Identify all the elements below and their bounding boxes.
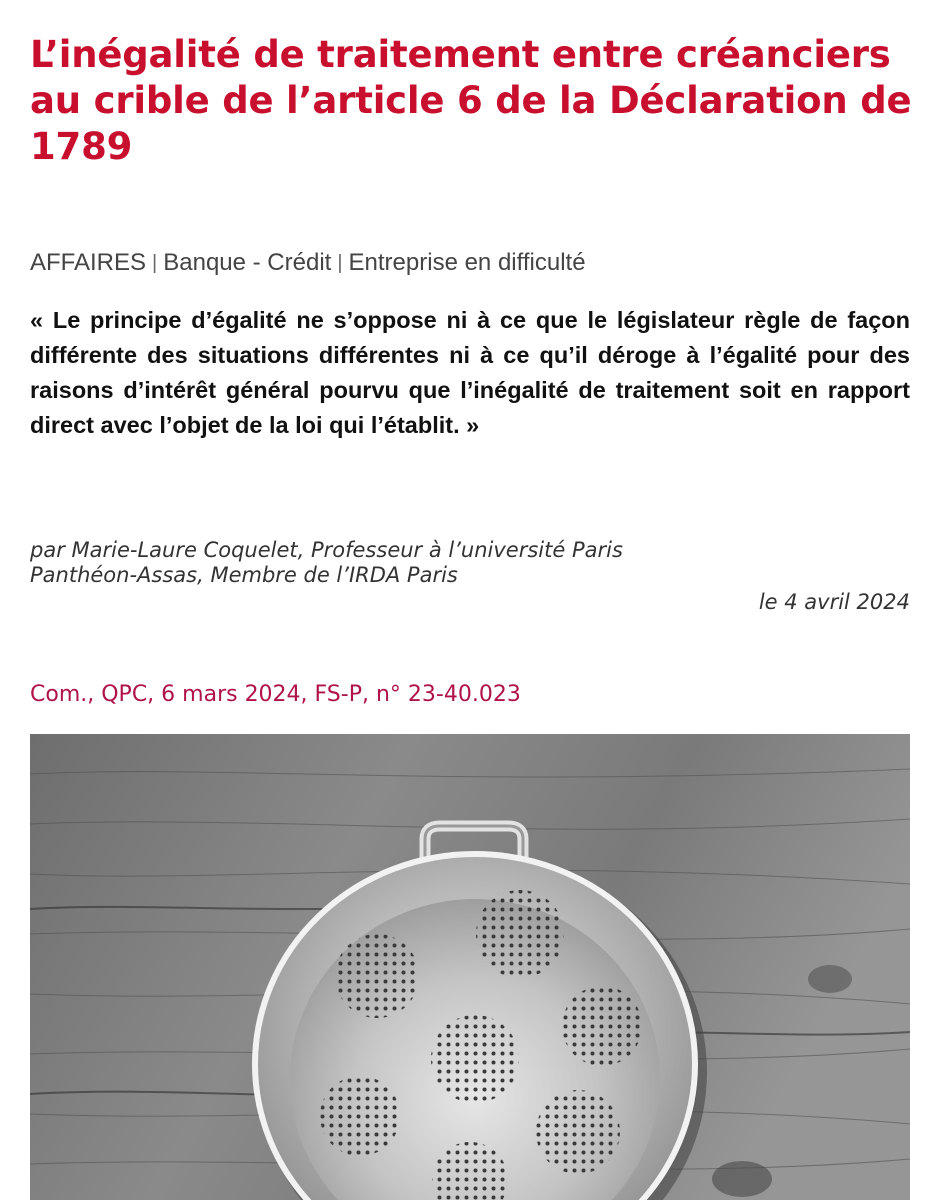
category-breadcrumb <box>30 247 910 280</box>
category-entreprise-en-difficulte[interactable]: Entreprise en difficulté <box>348 249 586 276</box>
author-line-1: par Marie-Laure Coquelet, Professeur à l’université Paris <box>30 538 623 562</box>
category-separator: | <box>152 252 158 274</box>
category-banque-credit[interactable]: Banque - Crédit <box>163 249 332 276</box>
category-affaires[interactable]: AFFAIRES <box>30 249 147 276</box>
author-line-2: Panthéon-Assas, Membre de l’IRDA Paris <box>30 563 458 587</box>
article-photo-colander[interactable] <box>30 734 910 1200</box>
lead-quote: « Le principe d’égalité ne s’oppose ni à ce que le législateur règle de façon différente des situations différentes ni à ce qu’il déroge à l’égalité pour des raisons d’intérêt général pourvu que l’inégalité de traitement soit en rapport direct avec l’objet de la loi qui l’établit. » <box>30 307 910 438</box>
category-separator: | <box>337 252 343 274</box>
decision-reference: Com., QPC, 6 mars 2024, FS-P, n° 23-40.023 <box>30 682 521 707</box>
author-byline <box>30 538 910 588</box>
article-title[interactable]: L’inégalité de traitement entre créanciers au crible de l’article 6 de la Déclaration de 1789 <box>30 33 912 168</box>
colander-photo-illustration <box>30 734 910 1200</box>
publication-date: le 4 avril 2024 <box>758 590 910 614</box>
